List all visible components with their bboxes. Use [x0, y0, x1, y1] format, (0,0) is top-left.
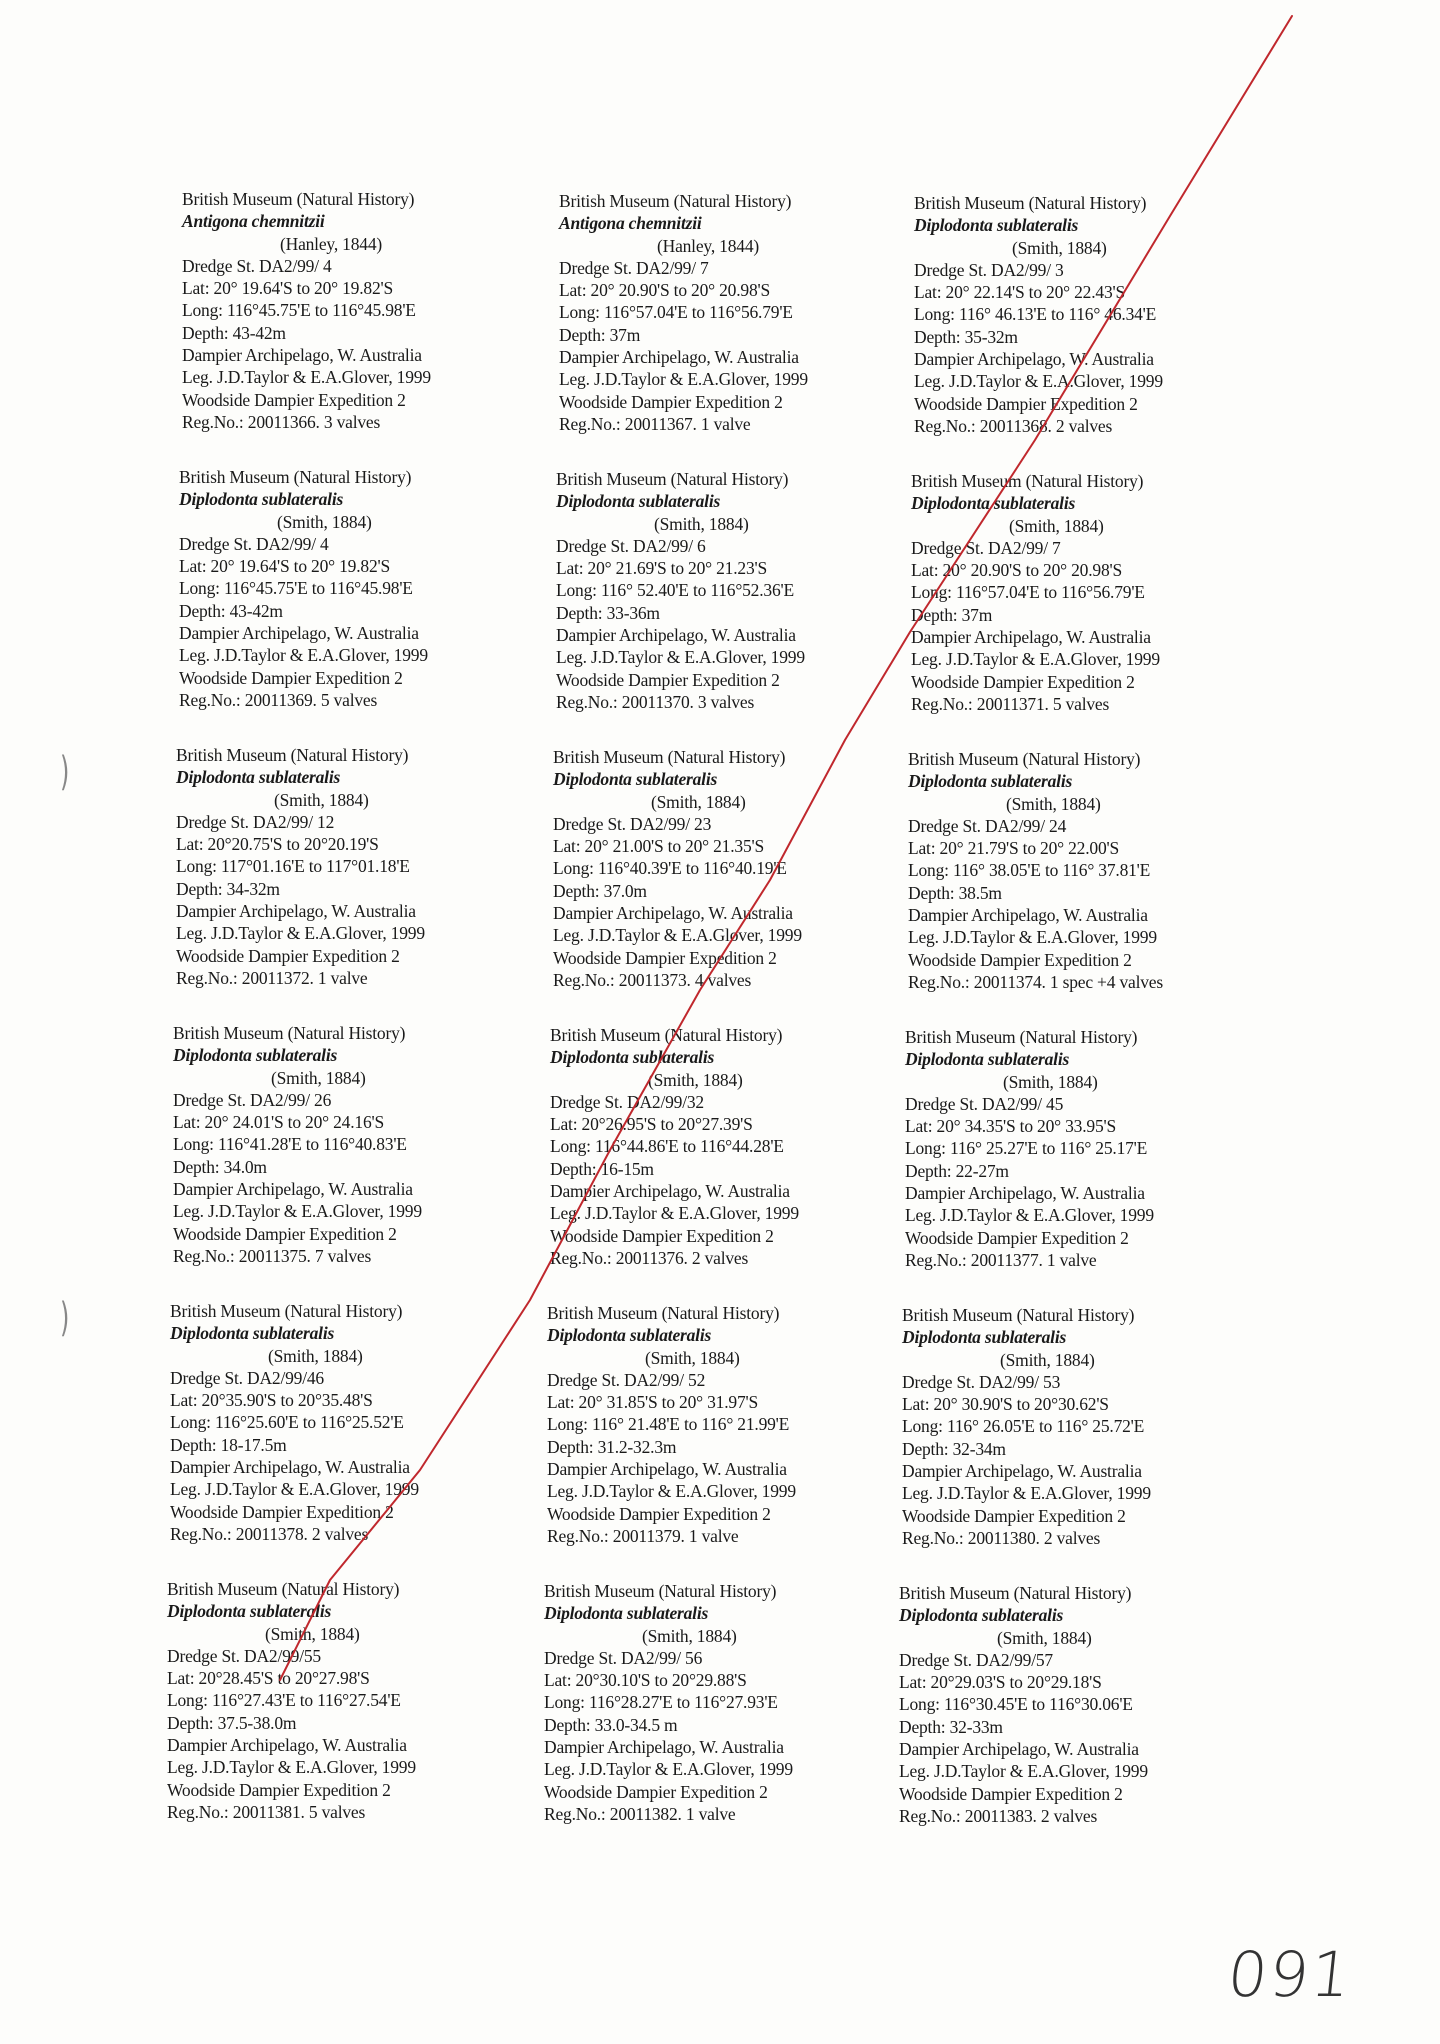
species-author: (Smith, 1884)	[268, 1345, 363, 1366]
species-author: (Smith, 1884)	[654, 513, 749, 534]
museum-name: British Museum (Natural History)	[176, 745, 409, 765]
species-author: (Smith, 1884)	[274, 789, 369, 810]
locality: Dampier Archipelago, W. Australia	[179, 623, 419, 644]
depth: Depth: 37m	[559, 324, 641, 345]
expedition: Woodside Dampier Expedition 2	[173, 1223, 397, 1244]
species-name: Diplodonta sublateralis	[173, 1045, 338, 1066]
depth: Depth: 33-36m	[556, 602, 660, 623]
station: Dredge St. DA2/99/ 7	[911, 537, 1061, 558]
locality: Dampier Archipelago, W. Australia	[559, 347, 799, 368]
longitude: Long: 116°57.04'E to 116°56.79'E	[911, 582, 1145, 603]
latitude: Lat: 20° 34.35'S to 20° 33.95'S	[905, 1116, 1116, 1137]
expedition: Woodside Dampier Expedition 2	[908, 949, 1132, 970]
depth: Depth: 31.2-32.3m	[547, 1436, 677, 1457]
species-author: (Smith, 1884)	[642, 1625, 737, 1646]
species-name: Diplodonta sublateralis	[547, 1325, 712, 1346]
species-author: (Smith, 1884)	[1006, 793, 1101, 814]
depth: Depth: 43-42m	[182, 322, 286, 343]
expedition: Woodside Dampier Expedition 2	[544, 1781, 768, 1802]
locality: Dampier Archipelago, W. Australia	[173, 1179, 413, 1200]
locality: Dampier Archipelago, W. Australia	[914, 349, 1154, 370]
species-author: (Smith, 1884)	[1000, 1349, 1095, 1370]
longitude: Long: 116°57.04'E to 116°56.79'E	[559, 302, 793, 323]
locality: Dampier Archipelago, W. Australia	[167, 1735, 407, 1756]
registration-number: Reg.No.: 20011377. 1 valve	[905, 1249, 1097, 1270]
species-name: Diplodonta sublateralis	[170, 1323, 335, 1344]
species-name: Diplodonta sublateralis	[905, 1049, 1070, 1070]
depth: Depth: 43-42m	[179, 600, 283, 621]
depth: Depth: 37.5-38.0m	[167, 1712, 297, 1733]
species-name: Diplodonta sublateralis	[914, 215, 1079, 236]
expedition: Woodside Dampier Expedition 2	[170, 1501, 394, 1522]
latitude: Lat: 20° 21.79'S to 20° 22.00'S	[908, 838, 1119, 859]
expedition: Woodside Dampier Expedition 2	[556, 669, 780, 690]
station: Dredge St. DA2/99/ 24	[908, 815, 1067, 836]
station: Dredge St. DA2/99/ 52	[547, 1369, 706, 1390]
collector: Leg. J.D.Taylor & E.A.Glover, 1999	[911, 649, 1160, 670]
locality: Dampier Archipelago, W. Australia	[908, 905, 1148, 926]
locality: Dampier Archipelago, W. Australia	[902, 1461, 1142, 1482]
collector: Leg. J.D.Taylor & E.A.Glover, 1999	[170, 1479, 419, 1500]
species-author: (Hanley, 1844)	[657, 235, 760, 256]
locality: Dampier Archipelago, W. Australia	[899, 1739, 1139, 1760]
station: Dredge St. DA2/99/55	[167, 1645, 321, 1666]
museum-name: British Museum (Natural History)	[550, 1025, 783, 1045]
collector: Leg. J.D.Taylor & E.A.Glover, 1999	[556, 647, 805, 668]
longitude: Long: 116° 21.48'E to 116° 21.99'E	[547, 1414, 790, 1435]
museum-name: British Museum (Natural History)	[905, 1027, 1138, 1047]
depth: Depth: 18-17.5m	[170, 1434, 287, 1455]
registration-number: Reg.No.: 20011378. 2 valves	[170, 1523, 369, 1544]
latitude: Lat: 20°30.10'S to 20°29.88'S	[544, 1670, 747, 1691]
collector: Leg. J.D.Taylor & E.A.Glover, 1999	[547, 1481, 796, 1502]
species-name: Diplodonta sublateralis	[179, 489, 344, 510]
longitude: Long: 116°27.43'E to 116°27.54'E	[167, 1690, 401, 1711]
expedition: Woodside Dampier Expedition 2	[167, 1779, 391, 1800]
museum-name: British Museum (Natural History)	[167, 1579, 400, 1599]
collector: Leg. J.D.Taylor & E.A.Glover, 1999	[559, 369, 808, 390]
station: Dredge St. DA2/99/ 12	[176, 811, 335, 832]
species-name: Antigona chemnitzii	[559, 213, 702, 234]
registration-number: Reg.No.: 20011383. 2 valves	[899, 1805, 1098, 1826]
longitude: Long: 116°45.75'E to 116°45.98'E	[179, 578, 413, 599]
museum-name: British Museum (Natural History)	[173, 1023, 406, 1043]
registration-number: Reg.No.: 20011368. 2 valves	[914, 415, 1113, 436]
latitude: Lat: 20°20.75'S to 20°20.19'S	[176, 834, 379, 855]
longitude: Long: 116° 52.40'E to 116°52.36'E	[556, 580, 794, 601]
species-name: Diplodonta sublateralis	[176, 767, 341, 788]
collector: Leg. J.D.Taylor & E.A.Glover, 1999	[179, 645, 428, 666]
longitude: Long: 116°25.60'E to 116°25.52'E	[170, 1412, 404, 1433]
registration-number: Reg.No.: 20011376. 2 valves	[550, 1247, 749, 1268]
species-name: Diplodonta sublateralis	[899, 1605, 1064, 1626]
longitude: Long: 116°41.28'E to 116°40.83'E	[173, 1134, 407, 1155]
registration-number: Reg.No.: 20011372. 1 valve	[176, 967, 368, 988]
station: Dredge St. DA2/99/46	[170, 1367, 324, 1388]
locality: Dampier Archipelago, W. Australia	[905, 1183, 1145, 1204]
museum-name: British Museum (Natural History)	[179, 467, 412, 487]
expedition: Woodside Dampier Expedition 2	[553, 947, 777, 968]
longitude: Long: 116° 46.13'E to 116° 46.34'E	[914, 304, 1157, 325]
expedition: Woodside Dampier Expedition 2	[182, 389, 406, 410]
station: Dredge St. DA2/99/ 53	[902, 1371, 1061, 1392]
binder-hole-mark: )	[60, 749, 70, 795]
expedition: Woodside Dampier Expedition 2	[547, 1503, 771, 1524]
collector: Leg. J.D.Taylor & E.A.Glover, 1999	[544, 1759, 793, 1780]
latitude: Lat: 20°35.90'S to 20°35.48'S	[170, 1390, 373, 1411]
expedition: Woodside Dampier Expedition 2	[914, 393, 1138, 414]
expedition: Woodside Dampier Expedition 2	[559, 391, 783, 412]
species-name: Diplodonta sublateralis	[902, 1327, 1067, 1348]
station: Dredge St. DA2/99/ 6	[556, 535, 706, 556]
longitude: Long: 116°44.86'E to 116°44.28'E	[550, 1136, 784, 1157]
longitude: Long: 116° 26.05'E to 116° 25.72'E	[902, 1416, 1145, 1437]
species-author: (Smith, 1884)	[645, 1347, 740, 1368]
depth: Depth: 34-32m	[176, 878, 280, 899]
latitude: Lat: 20°28.45'S to 20°27.98'S	[167, 1668, 370, 1689]
registration-number: Reg.No.: 20011366. 3 valves	[182, 411, 381, 432]
station: Dredge St. DA2/99/ 26	[173, 1089, 332, 1110]
latitude: Lat: 20° 21.69'S to 20° 21.23'S	[556, 558, 767, 579]
collector: Leg. J.D.Taylor & E.A.Glover, 1999	[553, 925, 802, 946]
station: Dredge St. DA2/99/ 3	[914, 259, 1064, 280]
station: Dredge St. DA2/99/32	[550, 1091, 704, 1112]
expedition: Woodside Dampier Expedition 2	[550, 1225, 774, 1246]
museum-name: British Museum (Natural History)	[170, 1301, 403, 1321]
species-author: (Smith, 1884)	[997, 1627, 1092, 1648]
depth: Depth: 34.0m	[173, 1156, 267, 1177]
museum-name: British Museum (Natural History)	[908, 749, 1141, 769]
registration-number: Reg.No.: 20011371. 5 valves	[911, 693, 1110, 714]
latitude: Lat: 20° 24.01'S to 20° 24.16'S	[173, 1112, 384, 1133]
station: Dredge St. DA2/99/ 4	[179, 533, 329, 554]
depth: Depth: 16-15m	[550, 1158, 654, 1179]
locality: Dampier Archipelago, W. Australia	[553, 903, 793, 924]
locality: Dampier Archipelago, W. Australia	[550, 1181, 790, 1202]
station: Dredge St. DA2/99/57	[899, 1649, 1053, 1670]
binder-hole-mark: )	[60, 1295, 70, 1341]
collector: Leg. J.D.Taylor & E.A.Glover, 1999	[176, 923, 425, 944]
registration-number: Reg.No.: 20011370. 3 valves	[556, 691, 755, 712]
registration-number: Reg.No.: 20011374. 1 spec +4 valves	[908, 971, 1163, 992]
locality: Dampier Archipelago, W. Australia	[170, 1457, 410, 1478]
museum-name: British Museum (Natural History)	[553, 747, 786, 767]
species-author: (Smith, 1884)	[277, 511, 372, 532]
museum-name: British Museum (Natural History)	[899, 1583, 1132, 1603]
latitude: Lat: 20° 21.00'S to 20° 21.35'S	[553, 836, 764, 857]
locality: Dampier Archipelago, W. Australia	[182, 345, 422, 366]
latitude: Lat: 20° 19.64'S to 20° 19.82'S	[179, 556, 390, 577]
longitude: Long: 116°45.75'E to 116°45.98'E	[182, 300, 416, 321]
expedition: Woodside Dampier Expedition 2	[179, 667, 403, 688]
species-author: (Smith, 1884)	[648, 1069, 743, 1090]
expedition: Woodside Dampier Expedition 2	[899, 1783, 1123, 1804]
registration-number: Reg.No.: 20011373. 4 valves	[553, 969, 752, 990]
longitude: Long: 116°40.39'E to 116°40.19'E	[553, 858, 787, 879]
species-author: (Smith, 1884)	[265, 1623, 360, 1644]
expedition: Woodside Dampier Expedition 2	[902, 1505, 1126, 1526]
species-name: Diplodonta sublateralis	[544, 1603, 709, 1624]
museum-name: British Museum (Natural History)	[182, 189, 415, 209]
depth: Depth: 32-34m	[902, 1438, 1006, 1459]
species-name: Diplodonta sublateralis	[556, 491, 721, 512]
station: Dredge St. DA2/99/ 45	[905, 1093, 1064, 1114]
page-number: 091	[1224, 1938, 1357, 2011]
registration-number: Reg.No.: 20011380. 2 valves	[902, 1527, 1101, 1548]
latitude: Lat: 20°29.03'S to 20°29.18'S	[899, 1672, 1102, 1693]
museum-name: British Museum (Natural History)	[902, 1305, 1135, 1325]
locality: Dampier Archipelago, W. Australia	[556, 625, 796, 646]
depth: Depth: 38.5m	[908, 882, 1002, 903]
species-author: (Smith, 1884)	[1012, 237, 1107, 258]
collector: Leg. J.D.Taylor & E.A.Glover, 1999	[914, 371, 1163, 392]
collector: Leg. J.D.Taylor & E.A.Glover, 1999	[550, 1203, 799, 1224]
locality: Dampier Archipelago, W. Australia	[544, 1737, 784, 1758]
registration-number: Reg.No.: 20011379. 1 valve	[547, 1525, 739, 1546]
longitude: Long: 116° 38.05'E to 116° 37.81'E	[908, 860, 1151, 881]
collector: Leg. J.D.Taylor & E.A.Glover, 1999	[902, 1483, 1151, 1504]
longitude: Long: 117°01.16'E to 117°01.18'E	[176, 856, 410, 877]
species-name: Diplodonta sublateralis	[553, 769, 718, 790]
collector: Leg. J.D.Taylor & E.A.Glover, 1999	[182, 367, 431, 388]
depth: Depth: 37.0m	[553, 880, 647, 901]
latitude: Lat: 20° 22.14'S to 20° 22.43'S	[914, 282, 1125, 303]
registration-number: Reg.No.: 20011375. 7 valves	[173, 1245, 372, 1266]
museum-name: British Museum (Natural History)	[544, 1581, 777, 1601]
species-name: Antigona chemnitzii	[182, 211, 325, 232]
registration-number: Reg.No.: 20011382. 1 valve	[544, 1803, 736, 1824]
expedition: Woodside Dampier Expedition 2	[905, 1227, 1129, 1248]
latitude: Lat: 20° 31.85'S to 20° 31.97'S	[547, 1392, 758, 1413]
latitude: Lat: 20° 19.64'S to 20° 19.82'S	[182, 278, 393, 299]
species-author: (Smith, 1884)	[1003, 1071, 1098, 1092]
station: Dredge St. DA2/99/ 7	[559, 257, 709, 278]
latitude: Lat: 20°26.95'S to 20°27.39'S	[550, 1114, 753, 1135]
station: Dredge St. DA2/99/ 56	[544, 1647, 703, 1668]
species-name: Diplodonta sublateralis	[550, 1047, 715, 1068]
longitude: Long: 116°28.27'E to 116°27.93'E	[544, 1692, 778, 1713]
species-author: (Hanley, 1844)	[280, 233, 383, 254]
museum-name: British Museum (Natural History)	[559, 191, 792, 211]
depth: Depth: 35-32m	[914, 326, 1018, 347]
registration-number: Reg.No.: 20011381. 5 valves	[167, 1801, 366, 1822]
species-name: Diplodonta sublateralis	[167, 1601, 332, 1622]
species-author: (Smith, 1884)	[271, 1067, 366, 1088]
species-name: Diplodonta sublateralis	[908, 771, 1073, 792]
latitude: Lat: 20° 20.90'S to 20° 20.98'S	[911, 560, 1122, 581]
depth: Depth: 32-33m	[899, 1716, 1003, 1737]
museum-name: British Museum (Natural History)	[547, 1303, 780, 1323]
species-name: Diplodonta sublateralis	[911, 493, 1076, 514]
expedition: Woodside Dampier Expedition 2	[176, 945, 400, 966]
longitude: Long: 116°30.45'E to 116°30.06'E	[899, 1694, 1133, 1715]
locality: Dampier Archipelago, W. Australia	[911, 627, 1151, 648]
museum-name: British Museum (Natural History)	[556, 469, 789, 489]
station: Dredge St. DA2/99/ 23	[553, 813, 712, 834]
species-author: (Smith, 1884)	[651, 791, 746, 812]
longitude: Long: 116° 25.27'E to 116° 25.17'E	[905, 1138, 1148, 1159]
latitude: Lat: 20° 30.90'S to 20°30.62'S	[902, 1394, 1109, 1415]
latitude: Lat: 20° 20.90'S to 20° 20.98'S	[559, 280, 770, 301]
station: Dredge St. DA2/99/ 4	[182, 255, 332, 276]
collector: Leg. J.D.Taylor & E.A.Glover, 1999	[167, 1757, 416, 1778]
depth: Depth: 33.0-34.5 m	[544, 1714, 678, 1735]
locality: Dampier Archipelago, W. Australia	[176, 901, 416, 922]
collector: Leg. J.D.Taylor & E.A.Glover, 1999	[173, 1201, 422, 1222]
collector: Leg. J.D.Taylor & E.A.Glover, 1999	[908, 927, 1157, 948]
species-author: (Smith, 1884)	[1009, 515, 1104, 536]
collector: Leg. J.D.Taylor & E.A.Glover, 1999	[905, 1205, 1154, 1226]
museum-name: British Museum (Natural History)	[911, 471, 1144, 491]
strike-through-path	[280, 16, 1292, 1680]
depth: Depth: 22-27m	[905, 1160, 1009, 1181]
depth: Depth: 37m	[911, 604, 993, 625]
museum-name: British Museum (Natural History)	[914, 193, 1147, 213]
registration-number: Reg.No.: 20011367. 1 valve	[559, 413, 751, 434]
expedition: Woodside Dampier Expedition 2	[911, 671, 1135, 692]
locality: Dampier Archipelago, W. Australia	[547, 1459, 787, 1480]
collector: Leg. J.D.Taylor & E.A.Glover, 1999	[899, 1761, 1148, 1782]
registration-number: Reg.No.: 20011369. 5 valves	[179, 689, 378, 710]
